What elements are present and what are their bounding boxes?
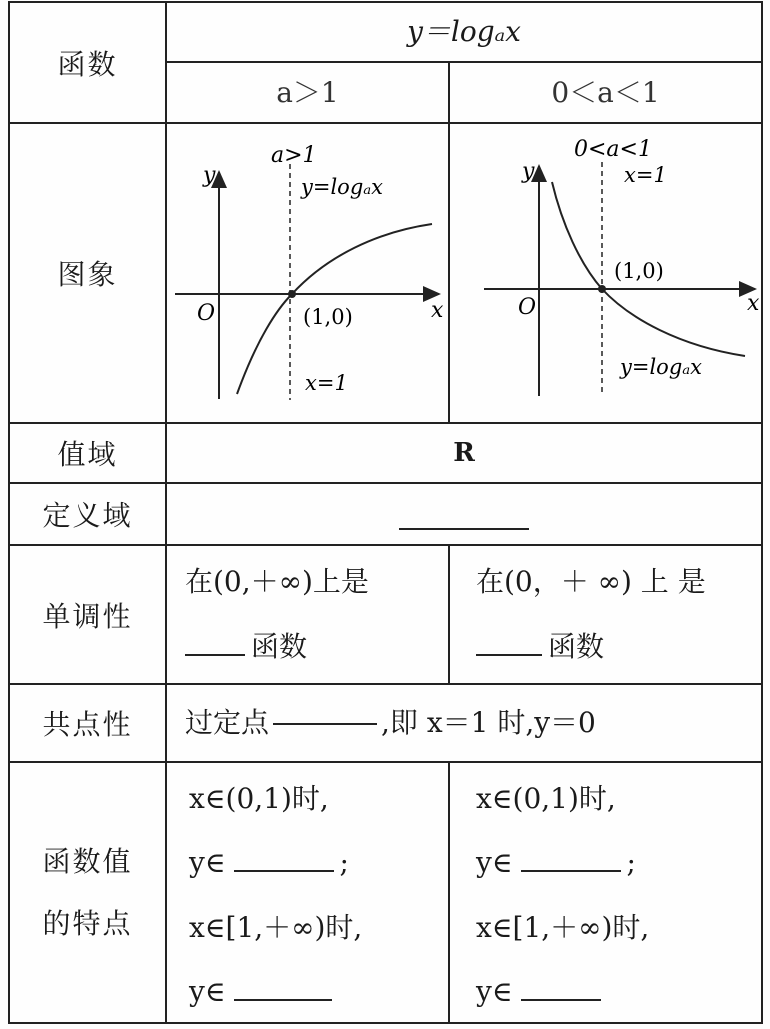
- cp-suffix: ,即 x＝1 时,y＝0: [381, 706, 596, 739]
- cond-label: a>1: [271, 143, 317, 168]
- row-label-monotonicity: 单调性: [42, 599, 133, 633]
- vf1-line4: [189, 974, 332, 1008]
- x-axis-label: x: [431, 298, 444, 323]
- case1-text: a＞1: [276, 75, 339, 109]
- vf2-line4: [476, 974, 601, 1008]
- mono2-line2: [476, 630, 605, 663]
- vf2-y: y∈: [476, 846, 513, 880]
- vf2-line3: x∈[1,＋∞)时,: [476, 910, 650, 944]
- curve-label: y=logₐx: [301, 175, 383, 199]
- mono1-suffix: 函数: [251, 630, 308, 663]
- header-case-a-gt-1: [167, 63, 448, 122]
- origin-label: O: [518, 295, 537, 320]
- monotonicity-case2: [450, 546, 761, 683]
- row-label-graph: 图象: [57, 258, 118, 291]
- monotonicity-case1: [167, 546, 448, 683]
- y-axis-label: y: [203, 163, 216, 188]
- row-label-common-point: 共点性: [42, 708, 133, 741]
- row-label-domain: 定义域: [42, 499, 133, 532]
- blank-line: [234, 998, 332, 1001]
- vf2-semicolon: ;: [626, 846, 636, 880]
- header-function-formula: y＝logₐx: [407, 15, 521, 48]
- common-point-text: [167, 685, 761, 761]
- mono2-suffix: 函数: [548, 630, 605, 663]
- row-label-range: 值域: [57, 438, 118, 471]
- point-1-0: [598, 285, 606, 293]
- blank-line: [476, 653, 542, 656]
- x-axis-label: x: [747, 291, 760, 316]
- asymptote-label: x=1: [305, 371, 348, 395]
- vf1-line1: x∈(0,1)时,: [189, 782, 329, 815]
- mono1-line1: 在(0,＋∞)上是: [185, 565, 369, 598]
- vf2-y2: y∈: [476, 974, 513, 1008]
- point-1-0: [288, 290, 296, 298]
- vf2-line1: x∈(0,1)时,: [476, 782, 616, 815]
- point-label: (1,0): [614, 259, 664, 283]
- blank-line: [521, 998, 601, 1001]
- asymptote-label: x=1: [624, 163, 667, 187]
- blank-line: [399, 527, 529, 530]
- mono2-line1: 在(0，＋ ∞) 上 是: [476, 565, 706, 598]
- header-function-label: 函数: [57, 47, 118, 81]
- graph-a-gt-1: [167, 124, 448, 422]
- origin-label: O: [197, 301, 216, 326]
- value-features-case1: [167, 763, 448, 1022]
- cond-label: 0<a<1: [574, 137, 652, 162]
- vf1-semicolon: ;: [339, 846, 349, 880]
- vf-label-line2: 的特点: [42, 906, 133, 940]
- blank-line: [521, 869, 621, 872]
- case2-text: 0＜a＜1: [551, 75, 660, 109]
- mono1-line2: [185, 630, 308, 663]
- vf1-y2: y∈: [189, 974, 226, 1008]
- graph-0-lt-a-lt-1: [450, 124, 761, 422]
- vf-label-line1: 函数值: [42, 844, 133, 878]
- header-case-a-lt-1: [450, 63, 761, 122]
- row-label-value-features: [10, 763, 165, 1022]
- value-features-case2: [450, 763, 761, 1022]
- domain-answer-blank: [167, 484, 761, 544]
- log-function-table: [8, 1, 763, 1024]
- vf1-line2: [189, 846, 349, 880]
- point-label: (1,0): [303, 305, 353, 329]
- blank-line: [273, 722, 377, 725]
- y-axis-label: y: [522, 159, 535, 184]
- vf1-y: y∈: [189, 846, 226, 880]
- cp-prefix: 过定点: [185, 706, 270, 739]
- vf1-line3: x∈[1,＋∞)时,: [189, 910, 363, 944]
- blank-line: [234, 869, 334, 872]
- blank-line: [185, 653, 245, 656]
- curve-label: y=logₐx: [620, 355, 702, 379]
- vf2-line2: [476, 846, 636, 880]
- range-value: R: [453, 438, 475, 468]
